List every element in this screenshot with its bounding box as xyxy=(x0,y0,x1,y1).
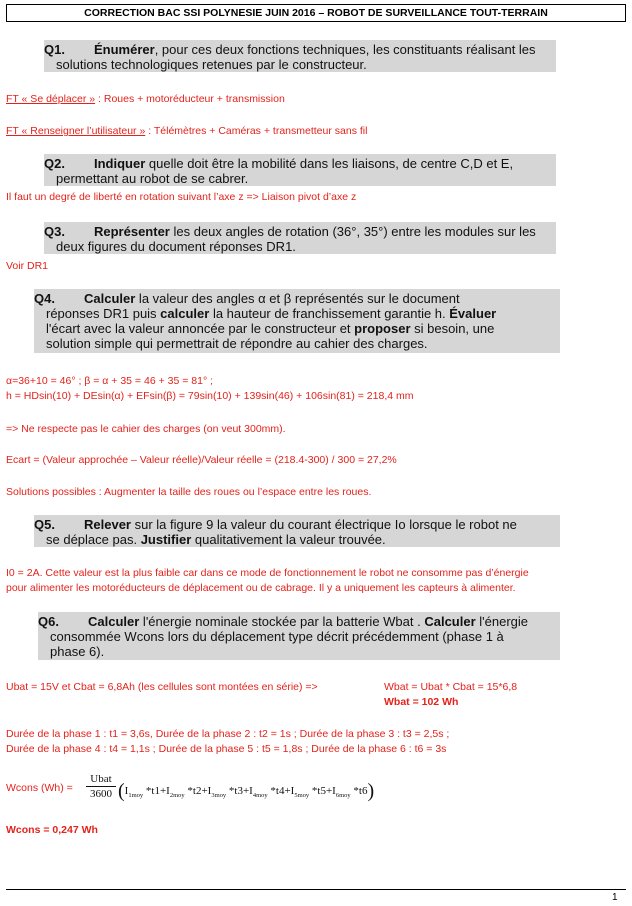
answer-text: : Roues + motoréducteur + transmission xyxy=(95,93,285,105)
question-verb: Justifier xyxy=(140,532,192,547)
footer-rule xyxy=(6,889,626,890)
answer-q4-line5: Solutions possibles : Augmenter la taille des roues ou l’espace entre les roues. xyxy=(6,486,372,498)
fraction-numerator: Ubat xyxy=(86,772,116,787)
wbat-value: Wbat = 102 Wh xyxy=(384,696,459,708)
answer-q1-line1 xyxy=(6,92,285,106)
question-text: l'énergie nominale stockée par la batterie Wbat . xyxy=(139,614,425,629)
question-number: Q2. xyxy=(44,156,65,171)
answer-q2: Il faut un degré de liberté en rotation suivant l’axe z => Liaison pivot d’axe z xyxy=(6,191,357,203)
question-text-cont: solutions technologiques retenues par le constructeur. xyxy=(56,57,367,72)
question-text: l'écart avec la valeur annoncée par le constructeur et xyxy=(46,321,355,336)
question-q5 xyxy=(34,515,560,547)
answer-q4-line1: α=36+10 = 46° ; β = α + 35 = 46 + 35 = 81° ; xyxy=(6,375,213,387)
question-verb: Énumérer xyxy=(94,42,155,57)
question-q3 xyxy=(44,222,556,254)
formula-label: Wcons (Wh) = xyxy=(6,782,73,794)
answer-q3: Voir DR1 xyxy=(6,260,49,272)
question-text: qualitativement la valeur trouvée. xyxy=(191,532,386,547)
question-text: réponses DR1 puis xyxy=(46,306,161,321)
question-verb: calculer xyxy=(160,306,210,321)
question-verb: Évaluer xyxy=(449,306,497,321)
answer-q5-line1: I0 = 2A. Cette valeur est la plus faible car dans ce mode de fonctionnement le robot ne consomme pas d’énergie xyxy=(6,567,529,579)
question-number: Q6. xyxy=(38,614,59,629)
question-number: Q5. xyxy=(34,517,55,532)
fraction-denominator: 3600 xyxy=(90,788,112,800)
question-text: si besoin, une xyxy=(410,321,495,336)
answer-text: : Télémètres + Caméras + transmetteur sans fil xyxy=(145,125,368,137)
question-text: se déplace pas. xyxy=(46,532,141,547)
answer-q6-wbat-formula: Wbat = Ubat * Cbat = 15*6,8 xyxy=(384,681,518,693)
formula-fraction xyxy=(86,772,116,801)
question-verb: Calculer xyxy=(424,614,476,629)
answer-q6-wcons-result xyxy=(6,823,98,837)
question-text-cont: permettant au robot de se cabrer. xyxy=(56,171,249,186)
question-verb: Indiquer xyxy=(94,156,146,171)
question-q4 xyxy=(34,289,560,353)
question-number: Q1. xyxy=(44,42,65,57)
answer-q6-phases-line1: Durée de la phase 1 : t1 = 3,6s, Durée de la phase 2 : t2 = 1s ; Durée de la phase 3 : t3 = 2,5s ; xyxy=(6,728,450,740)
function-label: FT « Renseigner l’utilisateur » xyxy=(6,125,146,137)
answer-q6-wbat-result xyxy=(384,695,458,709)
question-verb: Calculer xyxy=(88,614,140,629)
question-q1 xyxy=(44,40,556,72)
question-text-cont: deux figures du document réponses DR1. xyxy=(56,239,296,254)
question-text: l'énergie xyxy=(475,614,529,629)
formula-expression: ($I_{1moy}$ $*t1+I_{2moy}$ $*t2+I_{3moy}$ $*t3+I_{4moy}$ $*t4+I_{5moy}$ $*t5+I_{6moy}$ *t6) xyxy=(118,780,375,802)
wcons-value: Wcons = 0,247 Wh xyxy=(6,824,98,836)
question-text: phase 6). xyxy=(50,644,105,659)
answer-q6-line1: Ubat = 15V et Cbat = 6,8Ah (les cellules sont montées en série) => xyxy=(6,681,318,693)
question-number: Q4. xyxy=(34,291,55,306)
answer-q1-line2 xyxy=(6,124,367,138)
answer-q4-line3: => Ne respecte pas le cahier des charges (on veut 300mm). xyxy=(6,423,286,435)
wcons-formula xyxy=(6,772,466,808)
question-text: , pour ces deux fonctions techniques, les constituants réalisant les xyxy=(154,42,536,57)
question-text: consommée Wcons lors du déplacement type décrit précédemment (phase 1 à xyxy=(50,629,504,644)
function-label: FT « Se déplacer » xyxy=(6,93,96,105)
page-number: 1 xyxy=(612,892,618,903)
question-q2 xyxy=(44,154,556,186)
question-text: sur la figure 9 la valeur du courant électrique Io lorsque le robot ne xyxy=(130,517,517,532)
question-text: quelle doit être la mobilité dans les liaisons, de centre C,D et E, xyxy=(145,156,514,171)
question-text: les deux angles de rotation (36°, 35°) entre les modules sur les xyxy=(169,224,536,239)
question-verb: Calculer xyxy=(84,291,136,306)
question-verb: Relever xyxy=(84,517,131,532)
page-header: CORRECTION BAC SSI POLYNESIE JUIN 2016 – ROBOT DE SURVEILLANCE TOUT-TERRAIN xyxy=(6,4,626,22)
question-text: solution simple qui permettrait de répondre au cahier des charges. xyxy=(46,336,428,351)
answer-q4-line4: Ecart = (Valeur approchée – Valeur réelle)/Valeur réelle = (218.4-300) / 300 = 27,2% xyxy=(6,454,397,466)
answer-q5-line2: pour alimenter les motoréducteurs de déplacement ou de cabrage. Il y a uniquement les capteurs à alimenter. xyxy=(6,582,516,594)
question-q6 xyxy=(38,612,560,660)
answer-q4-line2: h = HDsin(10) + DEsin(α) + EFsin(β) = 79sin(10) + 139sin(46) + 106sin(81) = 218,4 mm xyxy=(6,390,414,402)
answer-q6-phases-line2: Durée de la phase 4 : t4 = 1,1s ; Durée de la phase 5 : t5 = 1,8s ; Durée de la phase 6 : t6 = 3s xyxy=(6,743,447,755)
question-text: la valeur des angles α et β représentés sur le document xyxy=(135,291,460,306)
question-number: Q3. xyxy=(44,224,65,239)
question-verb: proposer xyxy=(354,321,411,336)
question-verb: Représenter xyxy=(94,224,170,239)
question-text: la hauteur de franchissement garantie h. xyxy=(209,306,450,321)
